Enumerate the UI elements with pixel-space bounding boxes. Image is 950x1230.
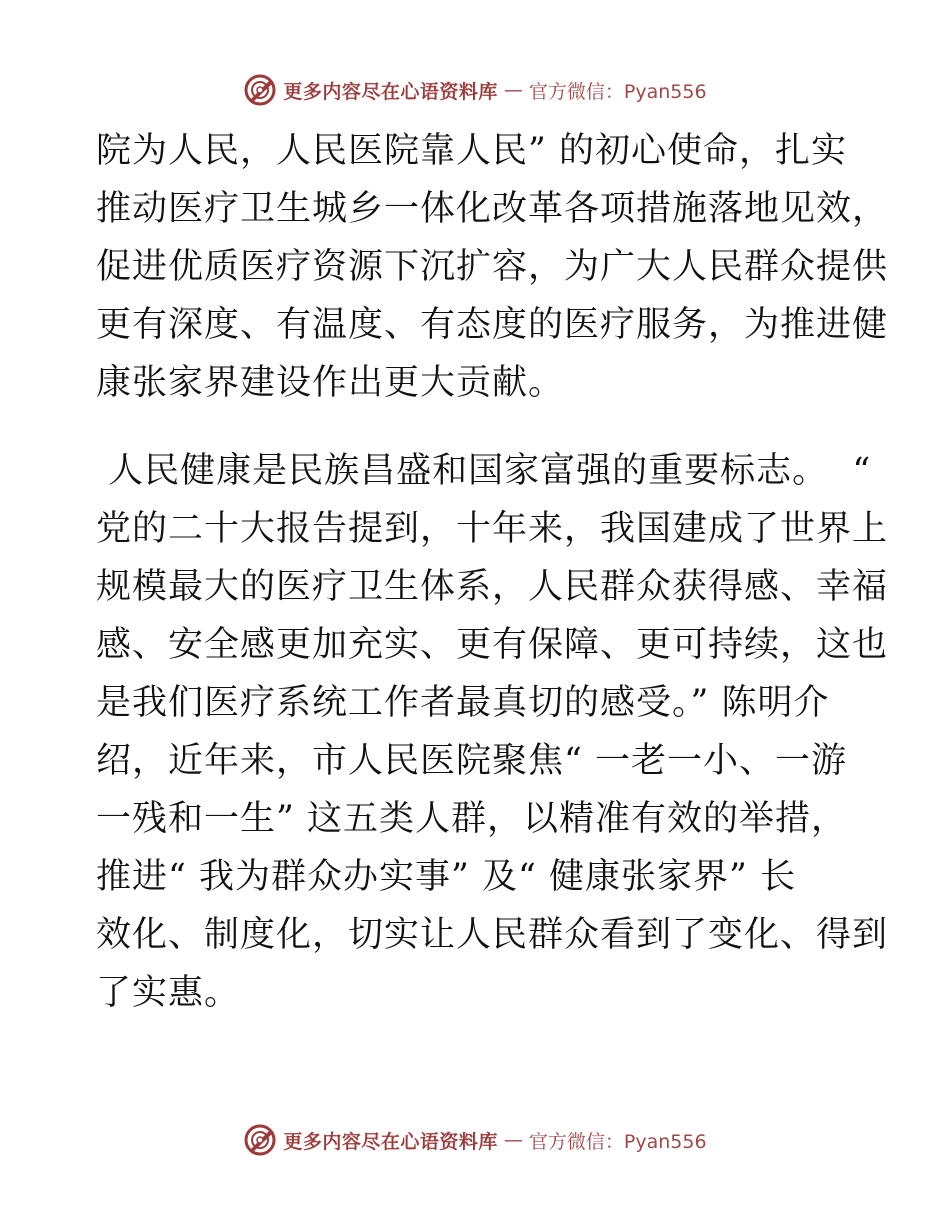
brand-seal-icon <box>243 73 277 107</box>
text-line: 效化、制度化，切实让人民群众看到了变化、得到 <box>96 915 889 955</box>
text-line: 人民健康是民族昌盛和国家富强的重要标志。 “ <box>96 451 872 491</box>
text-line: 一残和一生” 这五类人群，以精准有效的举措， <box>96 799 848 839</box>
text-line: 党的二十大报告提到，十年来，我国建成了世界上 <box>96 509 889 549</box>
header-banner <box>0 70 950 110</box>
brand-seal-icon <box>243 1123 277 1157</box>
header-separator: — <box>503 79 523 101</box>
paragraph-gap <box>96 412 856 442</box>
text-line: 绍，近年来，市人民医院聚焦“ 一老一小、一游 <box>96 741 848 781</box>
text-line: 感、安全感更加充实、更有保障、更可持续，这也 <box>96 625 889 665</box>
text-line: 更有深度、有温度、有态度的医疗服务，为推进健 <box>96 305 889 345</box>
paragraph-1 <box>96 122 889 412</box>
footer-banner <box>0 1120 950 1160</box>
text-line: 推动医疗卫生城乡一体化改革各项措施落地见效， <box>96 189 889 229</box>
footer-brand-text: 更多内容尽在心语资料库 <box>283 1130 498 1153</box>
document-body <box>96 122 889 1022</box>
footer-wechat-text: 官方微信：Pyan556 <box>528 1130 707 1153</box>
header-brand-text: 更多内容尽在心语资料库 <box>283 80 498 103</box>
text-line: 了实惠。 <box>96 973 241 1013</box>
text-line: 促进优质医疗资源下沉扩容，为广大人民群众提供 <box>96 247 889 287</box>
footer-separator: — <box>503 1129 523 1151</box>
header-wechat-text: 官方微信：Pyan556 <box>528 80 707 103</box>
text-line: 是我们医疗系统工作者最真切的感受。” 陈明介 <box>96 683 830 723</box>
text-line: 推进“ 我为群众办实事” 及“ 健康张家界” 长 <box>96 857 797 897</box>
paragraph-2 <box>96 442 889 1022</box>
text-line: 康张家界建设作出更大贡献。 <box>96 363 565 403</box>
text-line: 规模最大的医疗卫生体系，人民群众获得感、幸福 <box>96 567 889 607</box>
text-line: 院为人民，人民医院靠人民” 的初心使命，扎实 <box>96 131 848 171</box>
